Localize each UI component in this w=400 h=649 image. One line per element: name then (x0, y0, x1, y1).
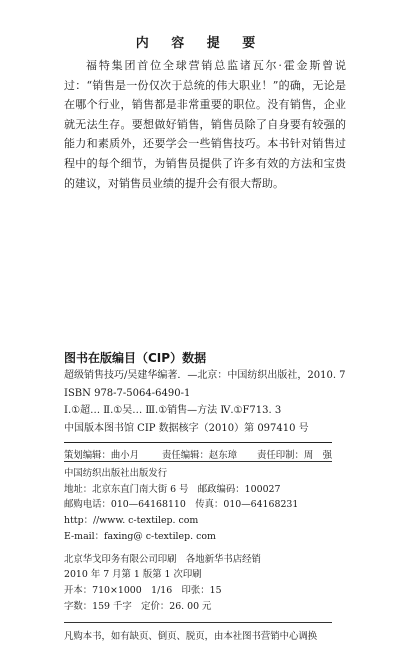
printing-supervisor: 责任印制：周 强 (257, 450, 333, 461)
website-line: http：//www. c-textilep. com (64, 515, 199, 527)
planning-editor: 策划编辑：曲小月 (64, 450, 140, 461)
summary-text-block (64, 56, 346, 193)
cip-heading: 图书在版编目（CIP）数据 (64, 351, 207, 365)
editors-top-rule (64, 442, 332, 443)
address-line: 地址：北京东直门南大街 6 号 邮政编码：100027 (64, 483, 281, 495)
cip-isbn-line: ISBN 978-7-5064-6490-1 (64, 387, 191, 399)
edition-line: 2010 年 7 月第 1 版第 1 次印刷 (64, 569, 202, 581)
editors-bottom-rule (64, 461, 332, 462)
summary-paragraph: 福特集团首位全球营销总监诸瓦尔·霍金斯曾说过：“销售是一份仅次于总统的伟大职业！”的确，无论是在哪个行业，销售都是非常重要的职位。没有销售，企业就无法生存。要想做好销售，销售员除了自身要有较强的能力和素质外，还要学会一些销售技巧。本书针对销售过程中的每个细节，为销售员提供了许多有效的方法和宝贵的建议，对销售员业绩的提升会有很大帮助。 (64, 59, 346, 190)
footer-rule (64, 622, 332, 623)
responsible-editor: 责任编辑：赵东璋 (162, 450, 238, 461)
publisher-line: 中国纺织出版社出版发行 (64, 468, 168, 479)
replacement-notice: 凡购本书，如有缺页、倒页、脱页，由本社图书营销中心调换 (64, 631, 318, 642)
cip-subject-line: Ⅰ.①超… Ⅱ.①吴… Ⅲ.①销售—方法 Ⅳ.①F713. 3 (64, 405, 282, 417)
cip-record-line: 中国版本图书馆 CIP 数据核字（2010）第 097410 号 (64, 422, 309, 434)
summary-title: 内 容 提 要 (135, 36, 265, 51)
cip-title-line: 超级销售技巧/吴建华编著．—北京：中国纺织出版社，2010. 7 (64, 370, 346, 381)
cip-data-block (64, 367, 364, 437)
wordcount-price-line: 字数：159 千字 定价：26. 00 元 (64, 600, 212, 612)
phone-line: 邮购电话：010—64168110 传真：010—64168231 (64, 499, 299, 511)
editors-line (64, 447, 344, 461)
format-line: 开本：710×1000 1/16 印张：15 (64, 584, 222, 596)
email-line: E-mail：faxing@ c-textilep. com (64, 530, 216, 542)
publication-info (64, 466, 354, 614)
printer-line: 北京华戈印务有限公司印刷 各地新华书店经销 (64, 553, 261, 565)
